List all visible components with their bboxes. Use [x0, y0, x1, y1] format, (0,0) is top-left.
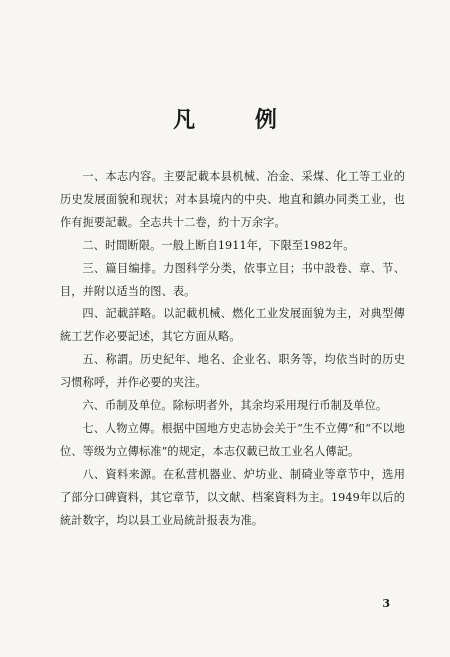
- page-title: 凡 例: [173, 107, 303, 133]
- page-number: 3: [382, 597, 390, 610]
- paragraph-naming: 五、称謂。历史紀年、地名、企业名、职务等，均依当时的历史习惯称呼，并作必要的夹注。: [60, 353, 405, 390]
- paragraph-content: 一、本志内容。主要記載本县机械、冶金、采煤、化工等工业的历史发展面貌和现状；对本县境内的中央、地直和鎮办同类工业，也作有扼要記載。全志共十二卷，約十万余字。: [60, 170, 405, 229]
- paragraph-biographies: 七、人物立傳。根据中国地方史志协会关于“生不立傳”和“不以地位、等级为立傳标准”的规定，本志仅載已故工业名人傳記。: [60, 421, 405, 458]
- paragraph-time-range: 二、时間断限。一般上断自1911年，下限至1982年。: [82, 238, 355, 252]
- paragraph-structure: 三、篇目编排。力图科学分类，依事立目；书中設卷、章、节、目，并附以适当的图、表。: [60, 261, 405, 298]
- paragraph-currency-units: 六、币制及单位。除标明者外，其余均采用現行币制及单位。: [82, 399, 388, 413]
- paragraph-detail-level: 四、記載詳略。以記載机械、燃化工业发展面貌为主，对典型傳統工艺作必要記述，其它方面从略。: [60, 307, 405, 344]
- document-body: [60, 166, 405, 533]
- paragraph-sources: 八、資料来源。在私营机器业、炉坊业、制碕业等章节中，选用了部分口碑資料，其它章节，以文献、档案資料为主。1949年以后的統計数字，均以县工业局統計报表为准。: [60, 467, 405, 527]
